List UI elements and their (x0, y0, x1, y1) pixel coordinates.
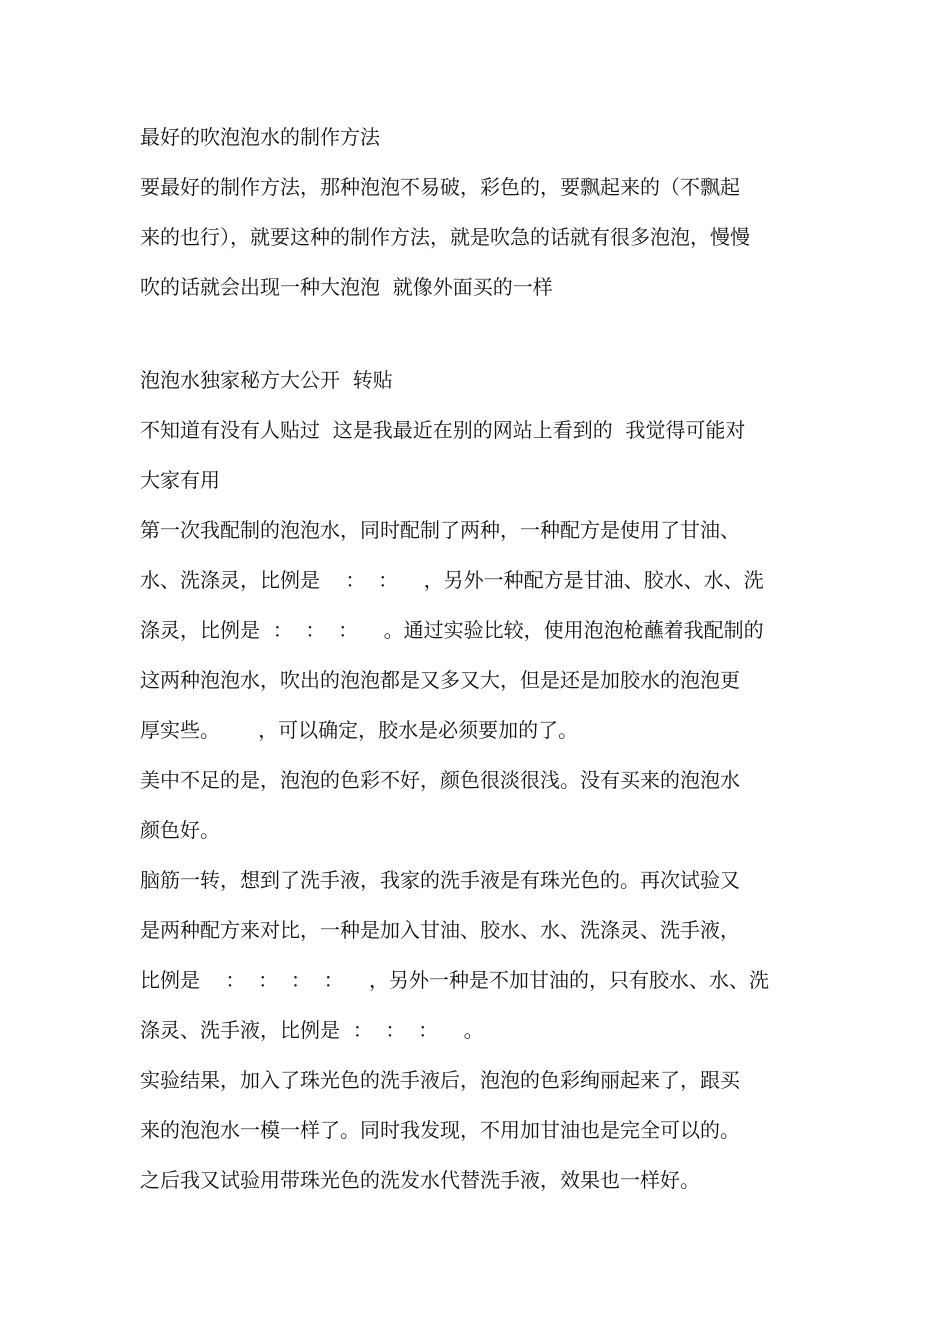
paragraph-line: 涤灵，比例是 ： ： ： 。通过实验比较，使用泡泡枪蘸着我配制的 (140, 618, 764, 642)
paragraph-line: 厚实些。 ，可以确定，胶水是必须要加的了。 (140, 718, 579, 742)
paragraph-line: 不知道有没有人贴过 这是我最近在别的网站上看到的 我觉得可能对 (140, 418, 746, 442)
paragraph-line: 吹的话就会出现一种大泡泡 就像外面买的一样 (140, 275, 553, 299)
paragraph-line: 大家有用 (140, 468, 220, 492)
section-title: 最好的吹泡泡水的制作方法 (140, 125, 380, 149)
paragraph-line: 美中不足的是，泡泡的色彩不好，颜色很淡很浅。没有买来的泡泡水 (140, 768, 740, 792)
section-title: 泡泡水独家秘方大公开 转贴 (140, 368, 393, 392)
paragraph-line: 之后我又试验用带珠光色的洗发水代替洗手液，效果也一样好。 (140, 1168, 700, 1192)
document-page (140, 112, 812, 1205)
paragraph-line: 来的泡泡水一模一样了。同时我发现，不用加甘油也是完全可以的。 (140, 1118, 740, 1142)
paragraph-line: 是两种配方来对比，一种是加入甘油、胶水、水、洗涤灵、洗手液， (140, 918, 740, 942)
paragraph-line: 涤灵、洗手液，比例是 ： ： ： 。 (140, 1018, 484, 1042)
paragraph-line: 来的也行），就要这种的制作方法，就是吹急的话就有很多泡泡，慢慢 (140, 225, 750, 249)
paragraph-line: 比例是 ： ： ： ： ，另外一种是不加甘油的，只有胶水、水、洗 (140, 968, 770, 992)
paragraph-line: 要最好的制作方法，那种泡泡不易破，彩色的，要飘起来的（不飘起 (140, 175, 740, 199)
paragraph-line: 脑筋一转，想到了洗手液，我家的洗手液是有珠光色的。再次试验又 (140, 868, 740, 892)
paragraph-line: 水、洗涤灵，比例是 ： ： ，另外一种配方是甘油、胶水、水、洗 (140, 568, 764, 592)
section-gap (140, 312, 812, 355)
paragraph-line: 颜色好。 (140, 818, 220, 842)
paragraph-line: 第一次我配制的泡泡水，同时配制了两种，一种配方是使用了甘油、 (140, 518, 740, 542)
paragraph-line: 这两种泡泡水，吹出的泡泡都是又多又大，但是还是加胶水的泡泡更 (140, 668, 740, 692)
paragraph-line: 实验结果，加入了珠光色的洗手液后，泡泡的色彩绚丽起来了，跟买 (140, 1068, 740, 1092)
